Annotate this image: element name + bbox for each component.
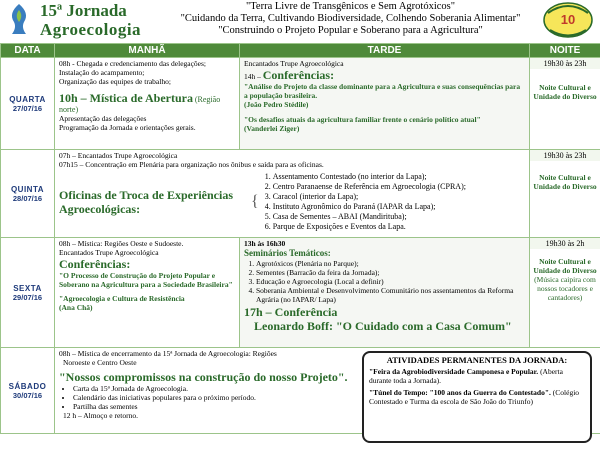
workshop-list: [261, 172, 466, 232]
permanent-item-1-note: (Aberta durante toda a Jornada).: [369, 367, 563, 385]
afternoon-cell: [240, 58, 530, 150]
jornada-logo-icon: [6, 2, 32, 36]
permanent-item-1: "Feira da Agrobiodiversidade Camponesa e Popular.: [369, 367, 539, 376]
list-item: 1. Assentamento Contestado (no interior da Lapa);: [273, 172, 466, 182]
text-line: Apresentação das delegações: [59, 114, 147, 123]
text-line: Organização das equipes de trabalho;: [59, 77, 171, 86]
list-item: 5. Casa de Sementes – ABAI (Mandirituba);: [273, 212, 466, 222]
text-line: Instalação do acampamento;: [59, 68, 145, 77]
motto-3: "Construindo o Projeto Popular e Soberano para a Agricultura": [218, 25, 483, 36]
section-title: Conferências:: [59, 257, 131, 271]
text-line: Programação da Jornada e orientações gerais.: [59, 123, 196, 132]
text-line: Noroeste e Centro Oeste: [63, 358, 137, 367]
day-date: 30/07/16: [12, 390, 43, 400]
text-line: 12 h – Almoço e retorno.: [63, 411, 138, 420]
col-header-data: DATA: [1, 44, 55, 58]
night-cell: [530, 238, 600, 348]
day-of-week: QUARTA: [9, 94, 46, 104]
table-row: [1, 58, 600, 150]
date-cell: [1, 348, 55, 434]
night-time: 19h30 às 23h: [530, 58, 600, 69]
text-line: Encantados Trupe Agroecológica: [59, 248, 159, 257]
talk-speaker: (Vanderlei Ziger): [244, 124, 300, 133]
conference-time: 17h – Conferência: [244, 305, 338, 319]
headline: "Nossos compromissos na construção do nosso Projeto".: [59, 370, 348, 384]
motto-1: "Terra Livre de Transgênicos e Sem Agrotóxicos": [245, 1, 456, 12]
talk-title: "Os desafios atuais da agricultura familiar frente o cenário político atual": [244, 115, 481, 124]
night-label: Noite Cultural e Unidade do Diverso: [533, 83, 597, 101]
night-label: Noite Cultural e Unidade do Diverso: [533, 257, 597, 275]
talk-title: "O Processo de Construção do Projeto Popular e Soberano na Agricultura para a Sociedade Brasileira": [59, 271, 233, 289]
afternoon-cell: [240, 238, 530, 348]
text-line: 08h - Chegada e credenciamento das delegações;: [59, 59, 207, 68]
time-label: 13h às 16h30: [244, 239, 286, 248]
text-line: Encantados Trupe Agroecológica: [244, 59, 344, 68]
day-of-week: SÁBADO: [8, 381, 47, 391]
permanent-title: ATIVIDADES PERMANENTES DA JORNADA:: [386, 355, 568, 365]
night-time: 19h30 às 23h: [530, 150, 600, 161]
headline-note: (Região norte): [59, 95, 221, 114]
jornada-title-line2: Agroecologia: [40, 20, 142, 39]
date-cell: [1, 150, 55, 238]
time-label: 14h –: [244, 72, 263, 81]
table-row: [1, 238, 600, 348]
list-item: 3. Caracol (interior da Lapa);: [273, 192, 466, 202]
text-line: 07h15 – Concentração em Plenária para organização nos ônibus e saída para as oficinas.: [59, 160, 324, 169]
section-title: Conferências:: [262, 68, 335, 82]
jornada-title: [40, 1, 141, 39]
list-item: 3. Educação e Agroecologia (Local a definir): [256, 277, 525, 286]
talk-title: "Análise do Projeto da classe dominante para a Agricultura e suas consequências para a população brasileira.: [244, 82, 521, 100]
list-item: 6. Parque de Exposições e Eventos da Lapa.: [273, 222, 466, 232]
workshop-title: Oficinas de Troca de Experiências Agroecológicas:: [59, 188, 233, 216]
talk-speaker: (Ana Chã): [59, 303, 93, 312]
seminar-list: [244, 259, 525, 304]
night-label: Noite Cultural e Unidade do Diverso: [533, 173, 597, 191]
via-campesina-logo-icon: [542, 1, 594, 39]
col-header-noite: NOITE: [530, 44, 600, 58]
col-header-manha: MANHÃ: [55, 44, 240, 58]
day-of-week: QUINTA: [10, 184, 45, 194]
night-cell: [530, 58, 600, 150]
talk-speaker: (João Pedro Stédile): [244, 100, 309, 109]
day-date: 27/07/16: [12, 103, 43, 113]
mottos: [168, 1, 533, 37]
permanent-item-2: "Túnel do Tempo: "100 anos da Guerra do Contestado".: [369, 388, 551, 397]
night-cell: [530, 150, 600, 238]
day-date: 28/07/16: [12, 193, 43, 203]
table-row: [1, 150, 600, 238]
morning-cell: [55, 58, 240, 150]
text-line: 08h – Mística: Regiões Oeste e Sudoeste.: [59, 239, 184, 248]
talk-title: "Agroecologia e Cultura de Resistência: [59, 294, 185, 303]
morning-cell: [55, 238, 240, 348]
day-date: 29/07/16: [12, 292, 43, 302]
date-cell: [1, 238, 55, 348]
svg-text:10: 10: [560, 12, 576, 27]
list-item: 4. Instituto Agronômico do Paraná (IAPAR da Lapa);: [273, 202, 466, 212]
night-extra: (Música caipira com nossos tocadores e cantadores): [534, 275, 596, 302]
list-item: 2. Sementes (Barracão da feira da Jornada);: [256, 268, 525, 277]
permanent-activities-box: [362, 351, 592, 443]
night-time: 19h30 às 2h: [530, 238, 600, 249]
date-cell: [1, 58, 55, 150]
list-item: 2. Centro Paranaense de Referência em Agroecologia (CPRA);: [273, 182, 466, 192]
bullet-list: [59, 384, 409, 411]
page-header: [0, 0, 600, 42]
list-item: • Partilha das sementes: [73, 402, 409, 411]
col-header-tarde: TARDE: [240, 44, 530, 58]
conference-title: Leonardo Boff: "O Cuidado com a Casa Comum": [254, 319, 512, 333]
list-item: • Carta da 15ª Jornada de Agroecologia.: [73, 384, 409, 393]
day-of-week: SEXTA: [13, 283, 42, 293]
list-item: 4. Soberania Ambiental e Desenvolvimento Comunitário nos assentamentos da Reforma Agrária (no IAPAR/ Lapa): [256, 286, 525, 304]
jornada-title-line1: 15ª Jornada: [40, 1, 127, 20]
headline: 10h – Mística de Abertura: [59, 91, 193, 105]
motto-2: "Cuidando da Terra, Cultivando Biodiversidade, Colhendo Soberania Alimentar": [180, 13, 521, 24]
text-line: 07h – Encantados Trupe Agroecológica: [59, 151, 178, 160]
text-line: 08h – Mística de encerramento da 15ª Jornada de Agroecologia: Regiões: [59, 349, 277, 358]
permanent-item-2-note: (Colégio Contestado e Turma da escola de São João do Triunfo): [369, 388, 580, 406]
list-item: 1. Agrotóxicos (Plenária no Parque);: [256, 259, 525, 268]
list-item: • Calendário das iniciativas populares para o próximo período.: [73, 393, 409, 402]
schedule-header-row: [1, 44, 600, 58]
section-title: Seminários Temáticos:: [244, 248, 331, 258]
day-activities-cell: 07h – Encantados Trupe Agroecológica 07h15 – Concentração em Plenária para organização nos ônibus e saída para as oficinas. Oficinas de Troca de Experiências Agroecológicas: { 1. Assentamento Contestado (no interior da Lapa); 2. Centro Paranaense de Referência em Agroecologia (CPRA); 3. Caracol (interior da Lapa); 4. Instituto Agronômico do Paraná (IAPAR da Lapa); 5. Casa de Sementes – ABAI (Mandirituba); 6. Parque de Exposições e Eventos da Lapa.: [55, 150, 530, 238]
